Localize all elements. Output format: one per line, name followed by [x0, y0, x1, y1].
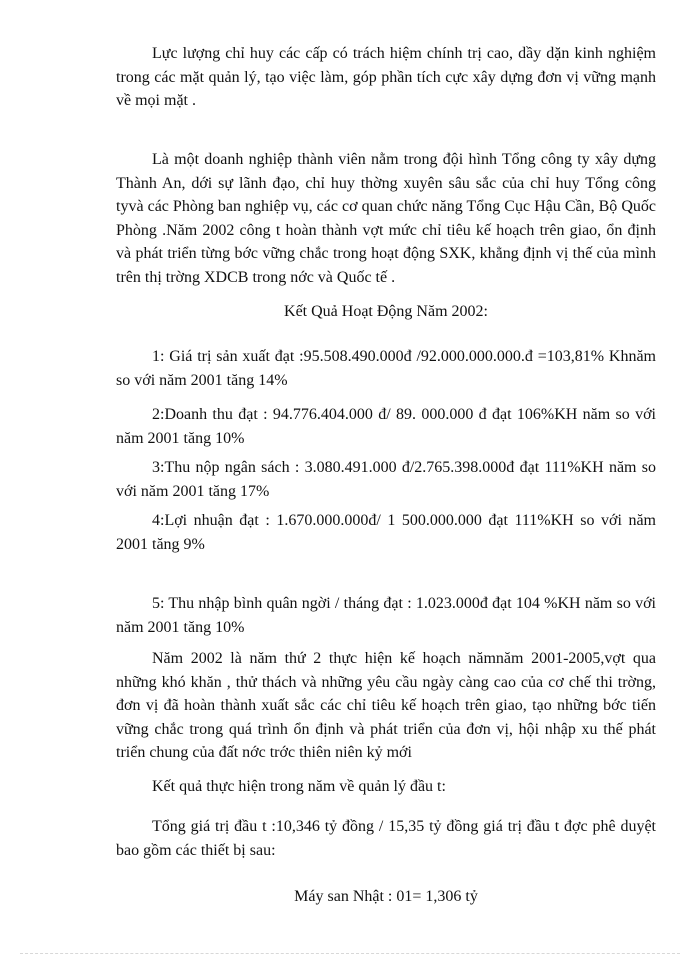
- page-bottom-divider: [20, 953, 680, 954]
- result-item-3: 3:Thu nộp ngân sách : 3.080.491.000 đ/2.765.398.000đ đạt 111%KH năm so với năm 2001 tăng 17%: [116, 459, 656, 500]
- paragraph-company-overview: Là một doanh nghiệp thành viên nằm trong đội hình Tổng công ty xây dựng Thành An, dới sự lãnh đạo, chỉ huy thờng xuyên sâu sắc của chỉ huy Tổng công tyvà các Phòng ban nghiệp vụ, các cơ quan chức năng Tổng Cục Hậu Cần, Bộ Quốc Phòng .Năm 2002 công t hoàn thành vợt mức chỉ tiêu kế hoạch trên giao, ổn định và phát triển từng bớc vững chắc trong hoạt động SXK, khẳng định vị thế của mình trên thị trờng XDCB trong nớc và Quốc tế .: [116, 151, 656, 286]
- result-item-2: 2:Doanh thu đạt : 94.776.404.000 đ/ 89. 000.000 đ đạt 106%KH năm so với năm 2001 tăng 10%: [116, 406, 656, 447]
- paragraph-leadership: Lực lượng chỉ huy các cấp có trách hiệm chính trị cao, dầy dặn kinh nghiệm trong các mặt quản lý, tạo việc làm, góp phần tích cực xây dựng đơn vị vững mạnh về mọi mặt .: [116, 45, 656, 109]
- result-item-5: 5: Thu nhập bình quân ngời / tháng đạt : 1.023.000đ đạt 104 %KH năm so với năm 2001 tăng 10%: [116, 595, 656, 636]
- paragraph-investment-total: Tổng giá trị đầu t :10,346 tỷ đồng / 15,35 tỷ đồng giá trị đầu t đợc phê duyệt bao gồm các thiết bị sau:: [116, 818, 656, 859]
- result-item-1: 1: Giá trị sản xuất đạt :95.508.490.000đ /92.000.000.000.đ =103,81% Khnăm so với năm 2001 tăng 14%: [116, 348, 656, 389]
- result-item-4: 4:Lợi nhuận đạt : 1.670.000.000đ/ 1 500.000.000 đạt 111%KH so với năm 2001 tăng 9%: [116, 512, 656, 553]
- paragraph-year-summary: Năm 2002 là năm thứ 2 thực hiện kế hoạch nămnăm 2001-2005,vợt qua những khó khăn , thử thách và những yêu cầu ngày càng cao của cơ chế thi trờng, đơn vị đã hoàn thành xuất sắc các chỉ tiêu kế hoạch trên giao, tạo những bớc tiến vững chắc trong quá trình ổn định và phát triển của đơn vị, hội nhập xu thế phát triển chung của đất nớc trớc thiên niên kỷ mới: [116, 650, 656, 761]
- results-heading: Kết Quả Hoạt Động Năm 2002:: [284, 303, 488, 320]
- equipment-item: Máy san Nhật : 01= 1,306 tỷ: [294, 888, 478, 905]
- investment-heading: Kết quả thực hiện trong năm về quản lý đầu t:: [152, 778, 446, 795]
